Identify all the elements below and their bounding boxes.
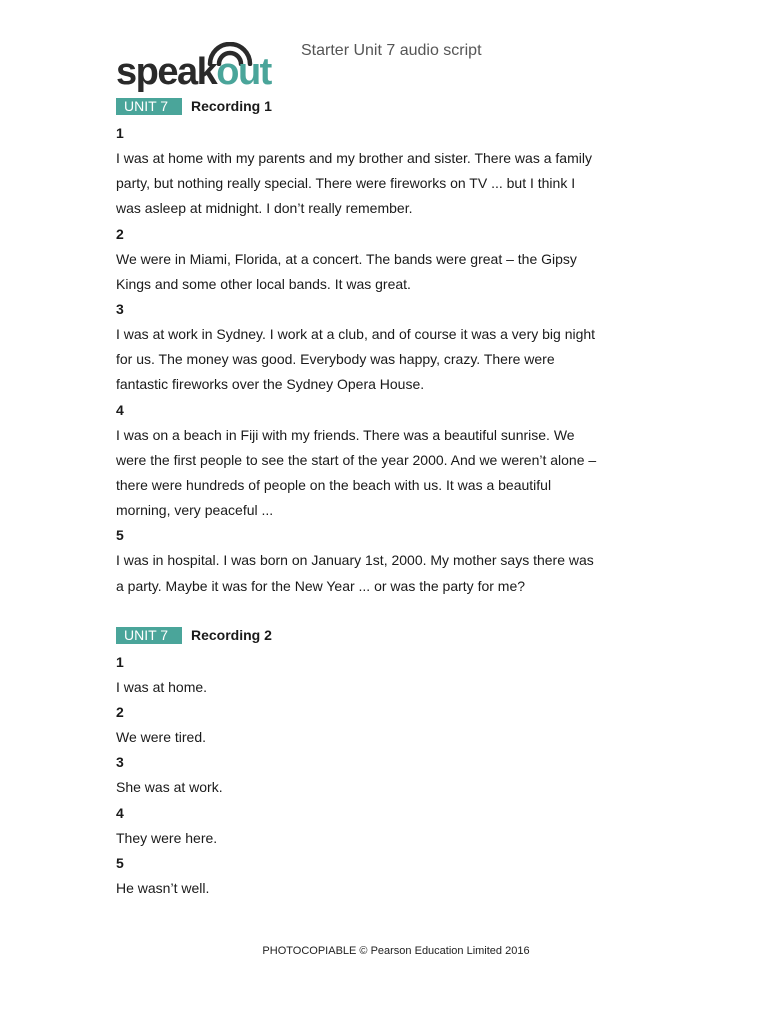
text-line: was asleep at midnight. I don’t really remember. [116, 200, 413, 217]
item-text [116, 725, 656, 750]
text-line: They were here. [116, 829, 218, 846]
text-line: I was at home with my parents and my brother and sister. There was a family [116, 150, 592, 166]
item-number: 1 [116, 654, 124, 670]
unit-badge: UNIT 7 [116, 627, 182, 644]
text-line: fantastic fireworks over the Sydney Opera House. [116, 376, 425, 393]
item-text [116, 775, 656, 800]
text-line: were the first people to see the start of the year 2000. And we weren’t alone – [116, 451, 597, 468]
script-item [116, 801, 656, 851]
logo-word-out: out [216, 51, 271, 93]
item-text [116, 322, 656, 398]
item-text [116, 826, 656, 851]
footer-copyright: PHOTOCOPIABLE © Pearson Education Limited 2016 [262, 945, 530, 957]
item-text [116, 247, 656, 297]
text-line: for us. The money was good. Everybody was happy, crazy. There were [116, 351, 555, 368]
item-text [116, 423, 656, 524]
script-item [116, 523, 656, 598]
item-number: 4 [116, 804, 124, 821]
script-item [116, 750, 656, 800]
page-title: Starter Unit 7 audio script [301, 42, 482, 59]
recording-section [116, 626, 656, 901]
text-line: there were hundreds of people on the beach with us. It was a beautiful [116, 477, 552, 494]
logo-wordmark [116, 52, 271, 92]
text-line: Kings and some other local bands. It was great. [116, 275, 411, 292]
logo-word-speak: speak [116, 51, 217, 93]
section-header [116, 626, 656, 644]
item-number: 1 [116, 125, 124, 141]
item-text [116, 675, 656, 700]
text-line: We were in Miami, Florida, at a concert. The bands were great – the Gipsy [116, 250, 577, 267]
script-item [116, 851, 656, 901]
script-item [116, 297, 656, 398]
script-item [116, 650, 656, 700]
text-line: I was on a beach in Fiji with my friends. There was a beautiful sunrise. We [116, 426, 575, 443]
item-text [116, 548, 656, 598]
text-line: We were tired. [116, 729, 206, 746]
item-text [116, 146, 656, 222]
item-text [116, 876, 656, 901]
item-number: 3 [116, 301, 124, 318]
script-item [116, 222, 656, 297]
text-line: I was at home. [116, 679, 208, 695]
script-item [116, 121, 656, 222]
item-number: 5 [116, 854, 124, 871]
text-line: I was at work in Sydney. I work at a club, and of course it was a very big night [116, 326, 596, 343]
item-number: 2 [116, 225, 124, 242]
recording-title: Recording 1 [191, 98, 272, 114]
text-line: party, but nothing really special. There were fireworks on TV ... but I think I [116, 175, 576, 192]
recording-title: Recording 2 [191, 627, 272, 643]
text-line: I was in hospital. I was born on January 1st, 2000. My mother says there was [116, 552, 594, 569]
text-line: a party. Maybe it was for the New Year ... or was the party for me? [116, 577, 526, 594]
recording-section [116, 97, 656, 599]
item-number: 4 [116, 401, 124, 418]
script-item [116, 700, 656, 750]
text-line: He wasn’t well. [116, 879, 210, 896]
script-item [116, 398, 656, 524]
text-line: She was at work. [116, 779, 223, 796]
unit-badge: UNIT 7 [116, 98, 182, 115]
text-line: morning, very peaceful ... [116, 502, 274, 519]
section-header [116, 97, 656, 115]
item-number: 3 [116, 754, 124, 771]
item-number: 5 [116, 527, 124, 544]
speakout-logo [116, 42, 292, 94]
item-number: 2 [116, 704, 124, 721]
